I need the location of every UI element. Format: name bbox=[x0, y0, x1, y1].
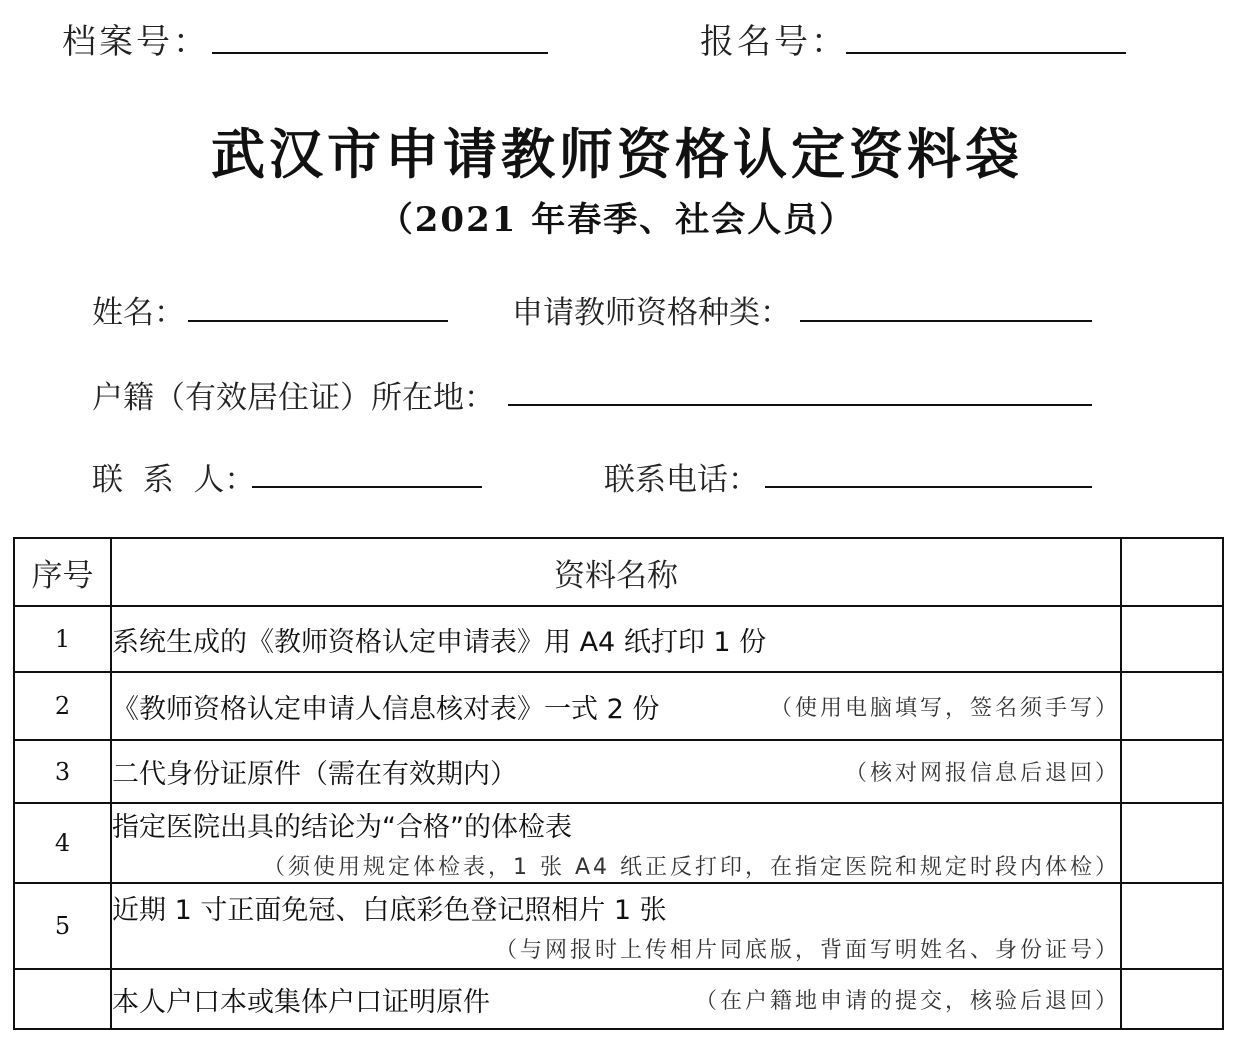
contact-person-line bbox=[252, 486, 482, 488]
row-content bbox=[111, 803, 1121, 883]
header-name: 资料名称 bbox=[111, 538, 1121, 606]
row-number: 5 bbox=[14, 883, 111, 969]
name-label: 姓名： bbox=[92, 295, 185, 331]
row-content bbox=[111, 883, 1121, 969]
table-row bbox=[14, 672, 1223, 740]
row-content bbox=[111, 740, 1121, 803]
contact-person-label: 联 系 人： bbox=[92, 462, 256, 498]
row-note: （与网报时上传相片同底版，背面写明姓名、身份证号） bbox=[494, 938, 1120, 963]
row-extra-cell bbox=[1121, 969, 1223, 1029]
row-text: 二代身份证原件（需在有效期内） bbox=[112, 759, 517, 790]
table-row bbox=[14, 606, 1223, 672]
row-text: 系统生成的《教师资格认定申请表》用 A4 纸打印 1 份 bbox=[112, 626, 767, 658]
registration-no-label: 报名号： bbox=[700, 22, 848, 62]
residence-label: 户籍（有效居住证）所在地： bbox=[92, 380, 495, 416]
row-content bbox=[111, 672, 1121, 740]
row-extra-cell bbox=[1121, 803, 1223, 883]
table-row bbox=[14, 883, 1223, 969]
row-note: （在户籍地申请的提交，核验后退回） bbox=[694, 988, 1120, 1014]
document-title: 武汉市申请教师资格认定资料袋 bbox=[211, 122, 1023, 186]
row-content bbox=[111, 606, 1121, 672]
archive-no-line bbox=[212, 52, 548, 54]
row-number bbox=[14, 969, 111, 1029]
qualification-type-label: 申请教师资格种类： bbox=[512, 295, 791, 331]
table-row bbox=[14, 740, 1223, 803]
row-extra-cell bbox=[1121, 606, 1223, 672]
table-row bbox=[14, 803, 1223, 883]
table-header-row bbox=[14, 538, 1223, 606]
row-note: （须使用规定体检表，1 张 A4 纸正反打印，在指定医院和规定时段内体检） bbox=[262, 855, 1120, 880]
row-text: 《教师资格认定申请人信息核对表》一式 2 份 bbox=[112, 693, 660, 725]
row-text: 指定医院出具的结论为“合格”的体检表 bbox=[112, 812, 572, 843]
row-content bbox=[111, 969, 1121, 1029]
materials-table bbox=[13, 537, 1224, 1030]
contact-phone-line bbox=[765, 486, 1092, 488]
header-no: 序号 bbox=[14, 538, 111, 606]
header-extra bbox=[1121, 538, 1223, 606]
archive-no-label: 档案号： bbox=[62, 22, 210, 62]
row-number: 1 bbox=[14, 606, 111, 672]
row-note: （使用电脑填写，签名须手写） bbox=[769, 695, 1120, 721]
name-line bbox=[188, 320, 448, 322]
row-note: （核对网报信息后退回） bbox=[844, 761, 1120, 786]
row-text: 近期 1 寸正面免冠、白底彩色登记照相片 1 张 bbox=[112, 895, 667, 926]
row-number: 2 bbox=[14, 672, 111, 740]
row-text: 本人户口本或集体户口证明原件 bbox=[112, 986, 490, 1018]
row-extra-cell bbox=[1121, 883, 1223, 969]
document-subtitle: （2021 年春季、社会人员） bbox=[378, 200, 856, 240]
contact-phone-label: 联系电话： bbox=[604, 462, 759, 498]
table-row bbox=[14, 969, 1223, 1029]
row-extra-cell bbox=[1121, 740, 1223, 803]
registration-no-line bbox=[846, 52, 1126, 54]
qualification-type-line bbox=[800, 320, 1092, 322]
residence-line bbox=[508, 404, 1092, 406]
row-extra-cell bbox=[1121, 672, 1223, 740]
row-number: 4 bbox=[14, 803, 111, 883]
row-number: 3 bbox=[14, 740, 111, 803]
